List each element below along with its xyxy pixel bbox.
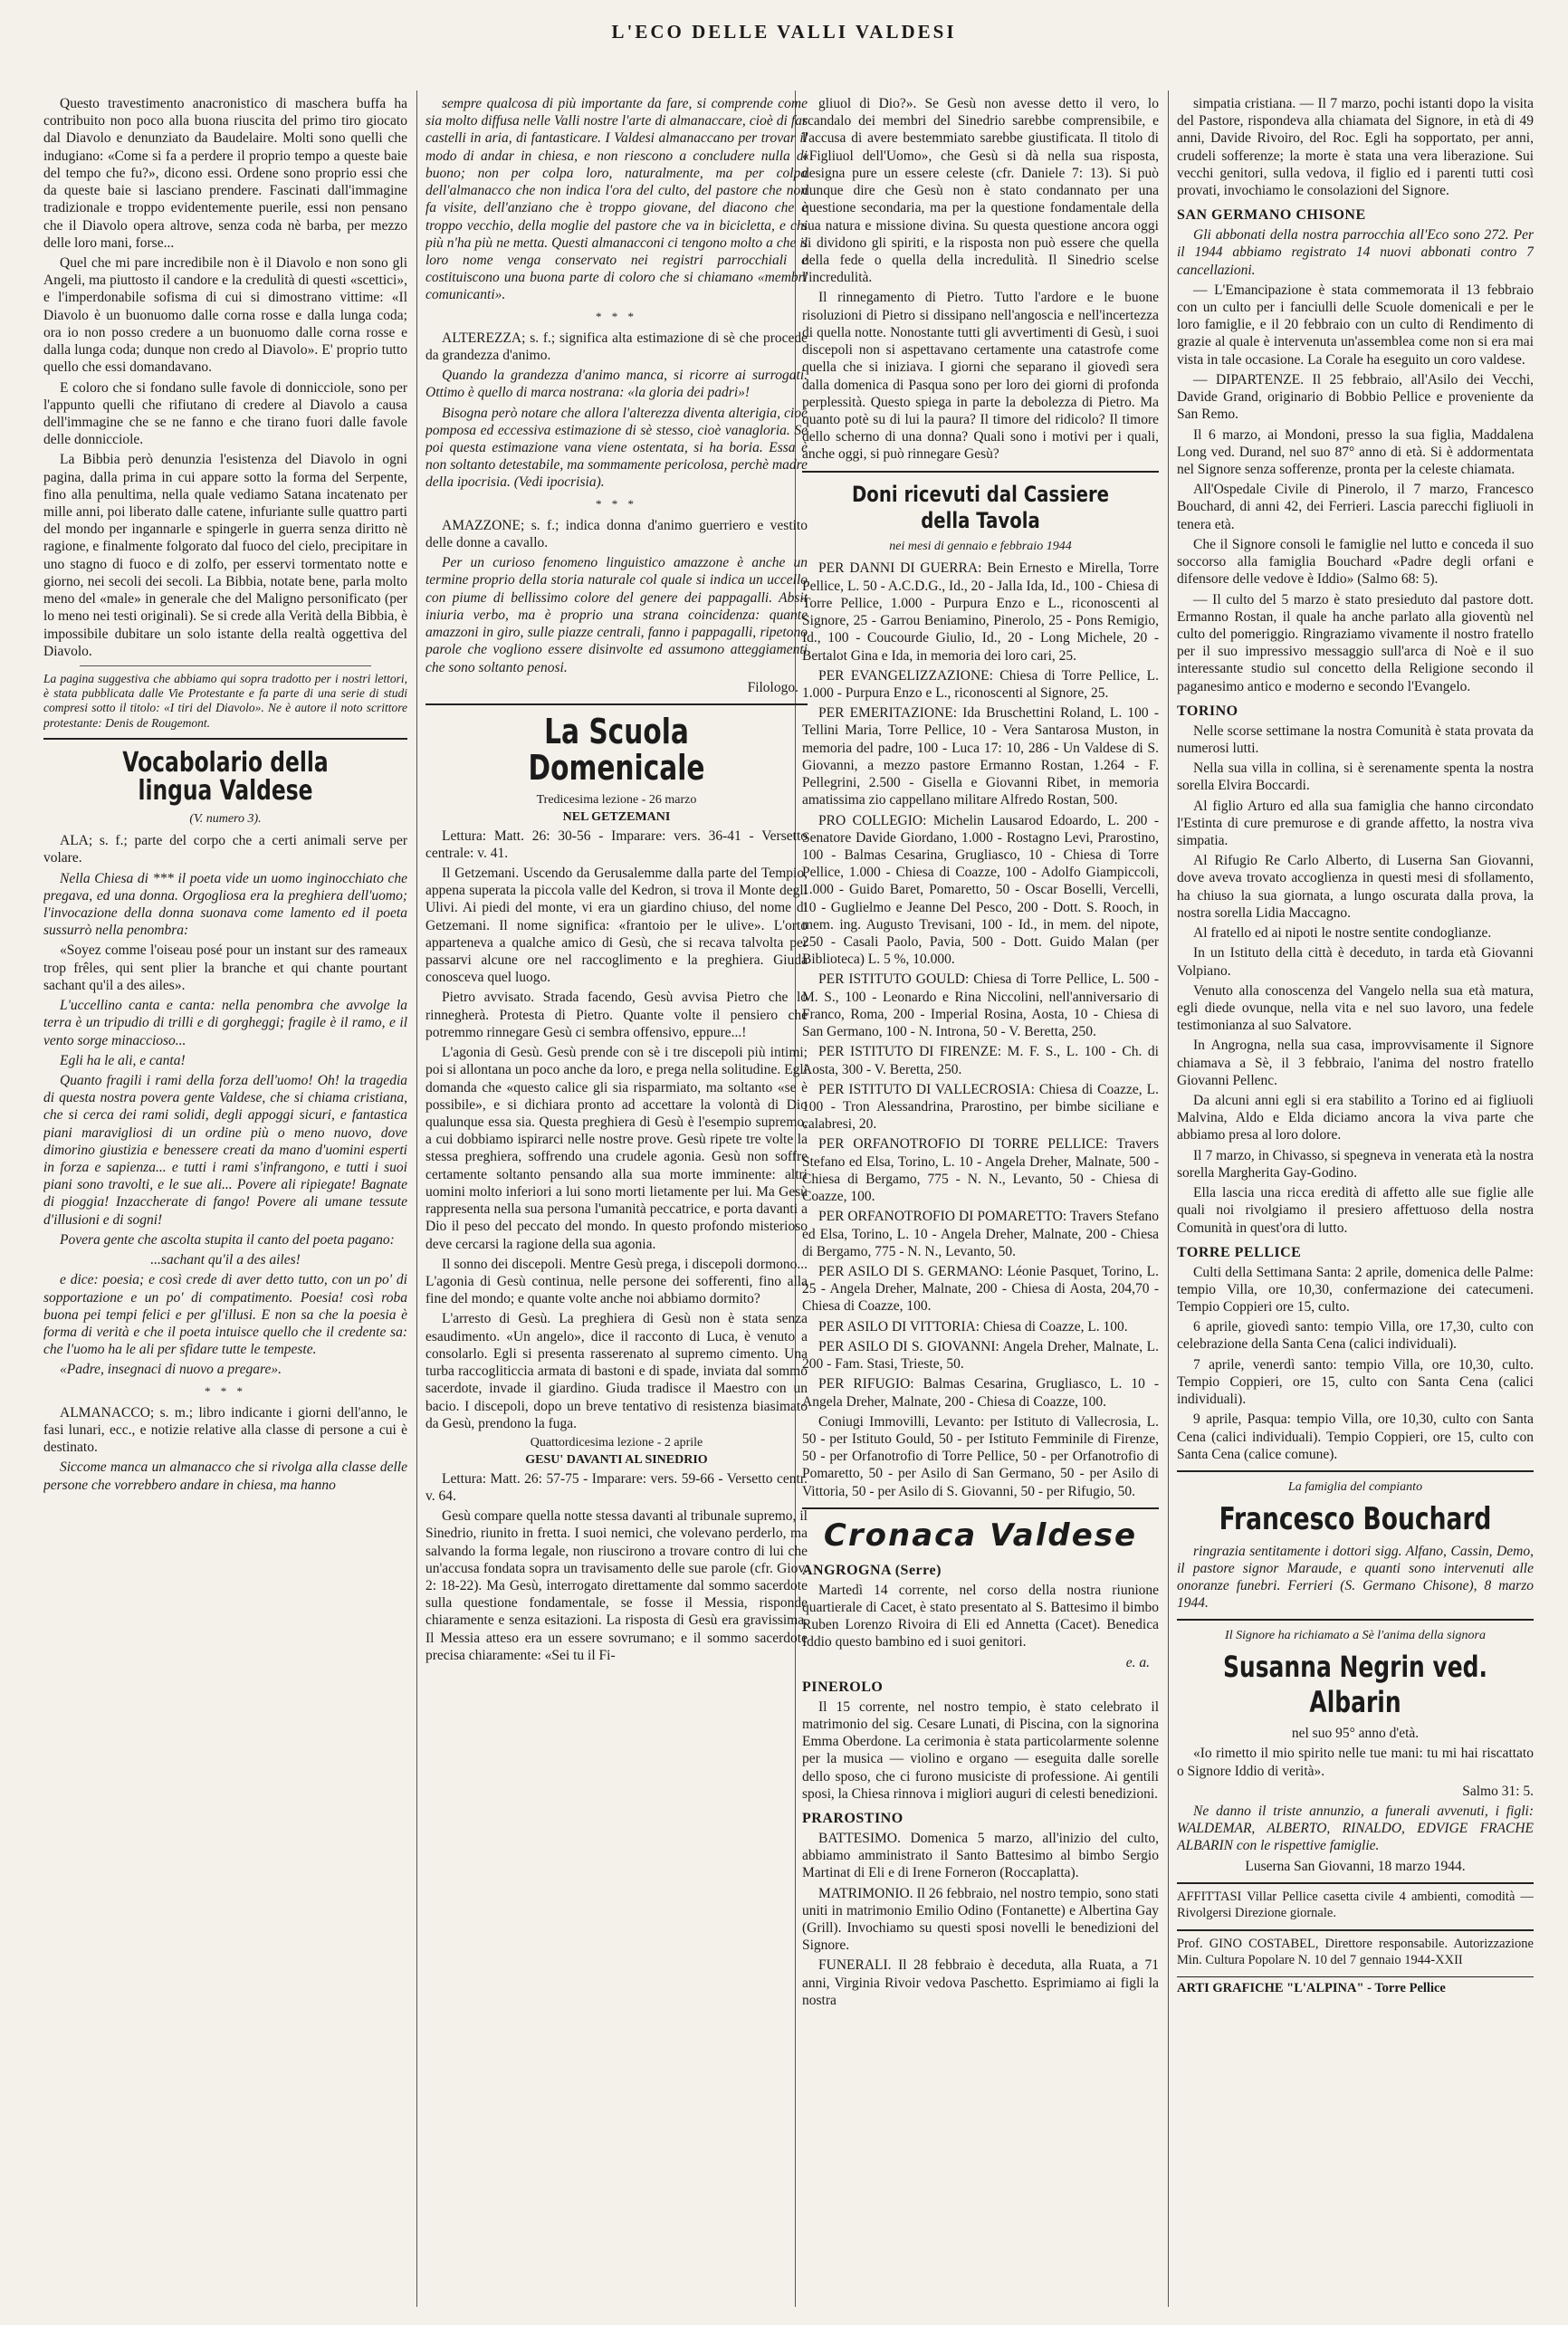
chronicle-paragraph: Al figlio Arturo ed alla sua famiglia che hanno circondato l'Estinta di cure premurose e di grande affetto, la nostra viva simpatia. (1177, 798, 1534, 848)
printer-credit: ARTI GRAFICHE "L'ALPINA" - Torre Pellice (1177, 1976, 1534, 1997)
quotation: «Soyez comme l'oiseau posé pour un instant sur des rameaux trop frêles, qui sent plier la branche et qui chante pourtant sachant qu'il a des ailes». (43, 942, 407, 993)
section-heading: ANGROGNA (Serre) (802, 1562, 942, 1578)
section-heading: TORRE PELLICE (1177, 1244, 1302, 1260)
chronicle-paragraph: — Il culto del 5 marzo è stato presieduto dal pastore dott. Ermanno Rostan, il quale ha anche parlato alla gioventù nel culto del pomeriggio. Ringraziamo vivamente il nostro fratello per il suo impressivo messaggio sull'arca di Noè e il suo interessante studio sul concetto della Religione secondo il paganesimo antico e moderno e secondo l'Evangelo. (1177, 591, 1534, 694)
divider (1177, 1470, 1534, 1472)
vocab-paragraph: Povera gente che ascolta stupita il canto del poeta pagano: (60, 1231, 395, 1248)
chronicle-paragraph: Al Rifugio Re Carlo Alberto, di Luserna San Giovanni, dove aveva trovato accoglienza in questi mesi di sfollamento, ha chiuso la sua giornata, a lungo oscurata dalla prova, la nostra sorella Lidia Maccagno. (1177, 853, 1534, 921)
chronicle-paragraph: Venuto alla conoscenza del Vangelo nella sua età matura, egli diede ovunque, nella vita e nel suo lavoro, una fedele testimonianza al suo Salvatore. (1177, 982, 1534, 1034)
vocab-paragraph: sempre qualcosa di più importante da fare, si comprende come sia molto diffusa nelle Valli nostre l'arte di almanaccare, cioè di far castelli in aria, di fantasticare. I Valdesi almanaccano per trovar il modo di andar in chiesa, e non riescono a concludere nulla di buono; non per colpa loro, naturalmente, ma per colpa dell'almanacco che non indica l'ora del culto, del pastore che non fa visite, dell'anziano che è troppo giovane, del diacono che è troppo vecchio, della moglie del pastore che va in bicicletta, e chi più n'ha più ne metta. Questi almanacconi ci tengono molto a che il loro nome venga conservato nei registri parrocchiali e costituiscono una buona parte di coloro che si chiamano «membri comunicanti». (425, 96, 808, 303)
donations-heading: Doni ricevuti dal Cassiere della Tavola (851, 481, 1110, 534)
column-4 (1177, 95, 1534, 2307)
chronicle-paragraph: Il 15 corrente, nel nostro tempio, è stato celebrato il matrimonio del sig. Cesare Lunati, di Piscina, con la signorina Emma Oberdone. La cerimonia è stata particolarmente solenne per la musica — violino e organo — eseguita dalle sorelle dello sposo, che ci furono musiciste di professione. Ai gentili sposi, la Chiesa rinnova i migliori auguri di celesti benedizioni. (802, 1698, 1159, 1802)
classified-ad: AFFITTASI Villar Pellice casetta civile 4 ambienti, comodità — Rivolgersi Direzione giornale. (1177, 1882, 1534, 1922)
vocab-paragraph: Egli ha le ali, e canta! (60, 1052, 186, 1068)
chronicle-paragraph: FUNERALI. Il 28 febbraio è deceduta, alla Ruata, a 71 anni, Virginia Rivoir vedova Paschetto. Esprimiamo ai figli la nostra (802, 1957, 1159, 2008)
donation-paragraph: PER ORFANOTROFIO DI POMARETTO: Travers Stefano ed Elsa, Torino, L. 10 - Angela Dreher, Malnate, 200 - Chiesa di Bergamo, 775 - N. N., Levanto, 50. (802, 1209, 1159, 1259)
lesson-reference: Lettura: Matt. 26: 30-56 - Imparare: vers. 36-41 - Versetto centrale: v. 41. (425, 828, 808, 861)
divider (80, 665, 371, 666)
article-paragraph: Questo travestimento anacronistico di maschera buffa ha contribuito non poco alla buona riuscita del primo tiro giocato dal Diavolo e denunziato da Baudelaire. Molti sono quelli che indugiano: «Come si fa a perdere il proprio tempo a queste baie del tempo che fu?», dicono essi. Ordene sono proprio essi che da queste baie si lasciano prendere. Fascinati dall'immagine tradizionale e troppo evidentemente puerile, essi non pensano che il Diavolo opera altrove, senza coda nè barba, per mezzo delle loro mani, forse... (43, 96, 407, 251)
section-heading: PINEROLO (802, 1679, 884, 1695)
chronicle-paragraph: 7 aprile, venerdì santo: tempio Villa, ore 10,30, culto. Tempio Coppieri, ore 15, culto con Santa Cena (calici individuali). (1177, 1356, 1534, 1408)
vocab-entry: AMAZZONE; s. f.; indica donna d'animo guerriero e vestito delle donne a cavallo. (425, 517, 808, 551)
lesson-reference: Lettura: Matt. 26: 57-75 - Imparare: vers. 59-66 - Versetto centr. v. 64. (425, 1470, 808, 1504)
donation-paragraph: PER ISTITUTO DI FIRENZE: M. F. S., L. 100 - Ch. di Aosta, 300 - V. Beretta, 250. (802, 1044, 1159, 1077)
chronicle-paragraph: Nella sua villa in collina, si è serenamente spenta la nostra sorella Elvira Boccardi. (1177, 761, 1534, 794)
chronicle-paragraph: — DIPARTENZE. Il 25 febbraio, all'Asilo dei Vecchi, Davide Grand, originario di Bobbio Pellice e proveniente da San Remo. (1177, 371, 1534, 423)
column-rule (1168, 91, 1169, 2307)
column-1 (43, 95, 407, 2307)
vocab-entry: ALTEREZZA; s. f.; significa alta estimazione di sè che procede da grandezza d'animo. (425, 330, 808, 363)
chronicle-paragraph: MATRIMONIO. Il 26 febbraio, nel nostro tempio, sono stati uniti in matrimonio Emilio Odino (Fontanette) e Albertina Gay (Grill). Invochiamo su questi sposi novelli le benedizioni del Signore. (802, 1885, 1159, 1954)
donation-paragraph: PER ASILO DI S. GERMANO: Léonie Pasquet, Torino, L. 25 - Angela Dreher, Malnate, 200 - Chiesa di Aosta, 204,70 - Chiesa di Coazze, 100. (802, 1263, 1159, 1315)
donation-paragraph: PER EVANGELIZZAZIONE: Chiesa di Torre Pellice, L. 1.000 - Purpura Enzo e L., riconoscenti al Signore, 25. (802, 667, 1159, 701)
vocabulary-subheading: (V. numero 3). (189, 811, 262, 826)
chronicle-paragraph: 6 aprile, giovedì santo: tempio Villa, ore 17,30, culto con celebrazione della Santa Cena (calici individuali). (1177, 1319, 1534, 1353)
lesson-paragraph: Il rinnegamento di Pietro. Tutto l'ardore e le buone risoluzioni di Pietro si dissipano nell'angoscia e nell'incertezza di quella notte. Nonostante tutti gli avvertimenti di Gesù, i suoi discepoli non si aspettavano certamente una catastrofe come quella che si iniziava. I giorni che separano il giovedì sera dalla domenica di Pasqua sono per loro dei giorni di profonda perplessità. Questo spiega in parte la debolezza di Pietro. Ma quanto potè su di lui la paura? Il timore del ridicolo? Il timore dello scherno di una donna? Quali sono i motivi per i quali, anche oggi, si può rinnegare Gesù? (802, 290, 1159, 463)
separator-stars: * * * (205, 1383, 246, 1398)
lesson-paragraph: gliuol di Dio?». Se Gesù non avesse detto il vero, lo scandalo dei membri del Sinedrio sarebbe comprensibile, e l'accusa di avere bestemmiato sarebbe giustificata. Il titolo di «Figliuol dell'Uomo», che Gesù si dà nella sua risposta, designa pure un essere celeste (cfr. Daniele 7: 13). Si può dunque dire che Gesù non è stato condannato per una questione secondaria, ma per la questione fondamentale della sua natura e missione divina. Su questa questione ancora oggi si dividono gli spiriti, e la risposta non può essere che quella della fede o quella della incredulità. Il Sinedrio scelse l'incredulità. (802, 96, 1159, 286)
divider (802, 471, 1159, 473)
lesson-paragraph: Il sonno dei discepoli. Mentre Gesù prega, i discepoli dormono... L'agonia di Gesù continua, nelle persone dei sofferenti, fino alla fine del mondo; e quante volte anche noi abbiamo dormito? (425, 1256, 808, 1307)
obituary-quote: «Io rimetto il mio spirito nelle tue mani: tu mi hai riscattato o Signore Iddio di verità». (1177, 1746, 1534, 1779)
donation-paragraph: Coniugi Immovilli, Levanto: per Istituto di Vallecrosia, L. 50 - per Istituto Gould, 50 - per Istituto Femminile di Firenze, 50 - per Orfanotrofio di Torre Pellice, 50 - per Orfanotrofio di Pomaretto, 50 - per Asilo di San Germano, 50 - per Asilo di Vittoria, 50 - per Asilo di S. Giovanni, 50 - per Rifugio, 50. (802, 1413, 1159, 1499)
article-paragraph: E coloro che si fondano sulle favole di donnicciole, sono per l'appunto quelli che rifiutano di credere al Diavolo a causa dell'immagine che se ne fanno e che tirano fuori dalle favole delle donnicciole. (43, 379, 407, 448)
vocab-paragraph: «Padre, insegnaci di nuovo a pregare». (60, 1362, 282, 1378)
obituary-name: Francesco Bouchard (1219, 1501, 1492, 1538)
divider (43, 738, 407, 740)
chronicle-paragraph: — L'Emancipazione è stata commemorata il 13 febbraio con un culto per i fanciulli delle Scuole domenicali e per le loro famiglie, e il 20 febbraio con un culto di Rendimento di grazie al quale è intervenuta un'assemblea come non si era mai vista in tale occasione. La Corale ha eseguito un coro valdese. (1177, 282, 1534, 368)
separator-stars: * * * (596, 309, 637, 323)
quotation: ...sachant qu'il a des ailes! (150, 1252, 301, 1268)
chronicle-paragraph: Il 7 marzo, in Chivasso, si spegneva in venerata età la nostra sorella Margherita Gay-Godino. (1177, 1147, 1534, 1181)
chronicle-paragraph: Al fratello ed ai nipoti le nostre sentite condoglianze. (1193, 925, 1492, 942)
vocab-paragraph: Quanto fragili i rami della forza dell'uomo! Oh! la tragedia di questa nostra povera gente Valdese, che si chiama cristiana, che si cerca dei rami solidi, degli appoggi sicuri, e fantastica piani maravigliosi di un ordine più o meno nuovo, dove dimorino giustizia e benessere creati da mano d'uomini esperti in forza e sapienza... e tutti i rami s'infrangono, e tutti i suoi piani sono travolti, e le sue ali... Povere ali ripiegate! Bagnate di pioggia! Inzaccherate di fango! Povere ali umane tessute d'illusioni e di sogni! (43, 1072, 407, 1228)
signature: e. a. (1125, 1654, 1150, 1670)
lesson-paragraph: Pietro avvisato. Strada facendo, Gesù avvisa Pietro che lo rinnegherà. Protesta di Pietro. Quante volte il pensiero che potremmo rinnegare Gesù ci sembra offensivo, eppure...! (425, 990, 808, 1040)
section-heading: SAN GERMANO CHISONE (1177, 207, 1366, 224)
donation-paragraph: PER ASILO DI VITTORIA: Chiesa di Coazze, L. 100. (818, 1318, 1128, 1335)
vocab-paragraph: L'uccellino canta e canta: nella penombra che avvolge la terra è un tripudio di trilli e di gorgheggi; fragile è il ramo, e il vento sorge minaccioso... (43, 998, 407, 1048)
lesson-paragraph: L'agonia di Gesù. Gesù prende con sè i tre discepoli più intimi; poi si allontana un poco anche da loro, e prega nella solitudine. Egli domanda che «questo calice gli sia risparmiato, ma soltanto «se è possibile», e si dichiara pronto ad accettare la volontà di Dio qualunque essa sia. Questa preghiera di Gesù è l'esempio supremo, a cui dobbiamo ispirarci nelle nostre prove. Gesù ripete tre volte la stessa preghiera, soffrendo una crudele agonia. Gesù non soffre certamente soltanto pensando alla sua morte imminente: altri uomini molto inferiori a lui sono morti lietamente per lui. Ma Gesù rappresenta nella sua persona l'umanità peccatrice, e porta davanti a Dio il peso del peccato del mondo. In questo profondo misterioso deve cercarsi la ragione della sua agonia. (425, 1045, 808, 1252)
chronicle-paragraph: Martedì 14 corrente, nel corso della nostra riunione quartierale di Cacet, è stato presentato al S. Battesimo il bimbo Ruben Lorenzo Rivoira di Eli ed Annetta (Cacet). Benedica Iddio questo bambino ed i suoi genitori. (802, 1582, 1159, 1650)
divider (425, 703, 808, 705)
obituary-text: ringrazia sentitamente i dottori sigg. Alfano, Cassin, Demo, il pastore signor Maraude, e quanti sono intervenuti alle onoranze funebri. Ferrieri (S. Germano Chisone), 8 marzo 1944. (1177, 1543, 1534, 1612)
donation-paragraph: PER ASILO DI S. GIOVANNI: Angela Dreher, Malnate, L. 200 - Fam. Stasi, Trieste, 50. (802, 1338, 1159, 1373)
lesson-paragraph: L'arresto di Gesù. La preghiera di Gesù non è stata senza esaudimento. «Un angelo», dice il racconto di Luca, è venuto a consolarlo. Egli si presenta rasserenato al supremo cimento. Una turba raccogliticcia armata di bastoni e di spade, inviata dal sommo sacerdote, invade il giardino. Giuda tradisce il Maestro con un bacio. I discepoli, dopo un breve tentativo di resistenza biasimato da Gesù, prendono la fuga. (425, 1311, 808, 1431)
chronicle-heading: Cronaca Valdese (823, 1517, 1138, 1554)
donation-paragraph: PER ISTITUTO DI VALLECROSIA: Chiesa di Coazze, L. 100 - Tron Alessandrina, Prarostino, per bimbe siciliane e calabresi, 20. (802, 1081, 1159, 1133)
chronicle-paragraph: In Angrogna, nella sua casa, improvvisamente il Signore chiamava a Sè, il 3 febbraio, l'anima del nostro fratello Giovanni Pellenc. (1177, 1038, 1534, 1088)
obituary-verse: Salmo 31: 5. (1462, 1783, 1534, 1799)
donation-paragraph: PER EMERITAZIONE: Ida Bruschettini Roland, L. 100 - Tellini Maria, Torre Pellice, 10 - Vera Santarosa Muston, in memoria del padre, 100 - Luca 17: 10, 286 - Un Valdese di S. Giovanni, a mezzo pastore Ermanno Rostan, 1.264 - F. Pellegrini, 2.500 - Gisella e Giovanni Ribet, in memoria amatissima zio cappellano militare Alfredo Rostan, 500. (802, 705, 1159, 808)
donation-paragraph: PER DANNI DI GUERRA: Bein Ernesto e Mirella, Torre Pellice, L. 50 - A.C.D.G., Id., 20 - Jalla Ida, Id., 100 - Chiesa di Torre Pellice, 1.000 - Purpura Enzo e L., riconoscenti al Signore, 25 - Garrou Beniamino, Pinerolo, 25 - Pons Remigio, Id., 100 - Coucourde Giulio, Id., 20 - Long Michele, 20 - Bertalot Gina e Ida, in memoria dei loro cari, 25. (802, 560, 1159, 664)
article-paragraph: La Bibbia però denunzia l'esistenza del Diavolo in ogni pagina, dalla prima in cui appare sotto la forma del Serpente, fino alla penultima, nella quale vediamo Satana incatenato per mille anni, poi liberato dalle catene, infuriante sulle quattro parti del mondo per ingannarle e spingerle in guerra senza diritto nè ragione, e finalmente folgorato dal fuoco del cielo, precipitare in uno stagno di fuoco e di zolfo, per esservi tormentato notte e giorno, nei secoli dei secoli. La Bibbia, notate bene, parla molto meno del «male» in generale che del Maligno personificato (per lo meno nei testi originali). Se si crede alla Verità della Bibbia, è impossibile dubitare un solo istante della realtà oggettiva del Diavolo. (43, 452, 407, 659)
obituary-name: Susanna Negrin ved. Albarin (1222, 1649, 1488, 1720)
obituary-intro: La famiglia del compianto (1287, 1480, 1423, 1495)
publisher-info: Prof. GINO COSTABEL, Direttore responsabile. Autorizzazione Min. Cultura Popolare N. 10 del 7 gennaio 1944-XXII (1177, 1929, 1534, 1969)
vocab-entry: ALA; s. f.; parte del corpo che a certi animali serve per volare. (43, 833, 407, 866)
chronicle-paragraph: Da alcuni anni egli si era stabilito a Torino ed ai figliuoli Malvina, Aldo e Elda diciamo ancora la viva parte che abbiamo presa al loro dolore. (1177, 1093, 1534, 1143)
article-paragraph: Quel che mi pare incredibile non è il Diavolo e non sono gli Angeli, ma piuttosto il candore e la credulità di questi «scettici», e l'imperdonabile sofisma di cui si dimostrano vittime: «Il Diavolo è un buonuomo dalle corna rosse e dalla lunga coda; ora io non posso credere a un buonuomo dalle corna rosse e dalla lunga coda; dunque non credo al Diavolo». E' proprio tutto quello che essi domandavano. (43, 254, 407, 376)
divider (802, 1507, 1159, 1509)
obituary-text: Ne danno il triste annunzio, a funerali avvenuti, i figli: WALDEMAR, ALBERTO, RINALDO, EDVIGE FRACHE ALBARIN con le rispettive famiglie. (1177, 1803, 1534, 1854)
vocab-paragraph: Quando la grandezza d'animo manca, si ricorre ai surrogati. Ottimo è quello di marca nostrana: «la gloria dei padri»! (425, 368, 808, 401)
chronicle-paragraph: Il 6 marzo, ai Mondoni, presso la sua figlia, Maddalena Long ved. Durand, nel suo 87° anno di età. Si è addormentata nel Signore senza sofferenze, pronta per la celeste chiamata. (1177, 426, 1534, 477)
lesson-date: Tredicesima lezione - 26 marzo (536, 792, 697, 807)
column-2 (425, 95, 808, 2307)
signature: Filologo. (747, 679, 798, 695)
obituary-intro: Il Signore ha richiamato a Sè l'anima della signora (1225, 1629, 1486, 1643)
chronicle-paragraph: All'Ospedale Civile di Pinerolo, il 7 marzo, Francesco Bouchard, di anni 42, dei Ferrieri. Lascia parecchi figliuoli in tenera età. (1177, 482, 1534, 532)
vocab-paragraph: Siccome manca un almanacco che si rivolga alla classe delle persone che vorrebbero andare in chiesa, ma hanno (43, 1459, 407, 1493)
separator-stars: * * * (596, 496, 637, 511)
obituary-text: nel suo 95° anno d'età. (1291, 1726, 1420, 1742)
donations-subheading: nei mesi di gennaio e febbraio 1944 (889, 540, 1072, 554)
lesson-paragraph: Gesù compare quella notte stessa davanti al tribunale supremo, il Sinedrio, riunito in fretta. I suoi nemici, che volevano perderlo, ma salvando la forma legale, non riuscirono a trovare contro di lui che un'accusa fondata sopra un travisamento delle sue parole (cfr. Giov. 2: 18-22). Ma Gesù, interrogato direttamente dal sommo sacerdote sulla questione fondamentale, se fosse il Messia, risponde chiaramente e senza esitazioni. La risposta di Gesù era gravissima. Il Messia atteso era un essere sovrumano; e il sommo sacerdote precisa chiaramente: «Sei tu il Fi- (425, 1508, 808, 1663)
lesson-title: NEL GETZEMANI (562, 810, 671, 825)
chronicle-paragraph: Che il Signore consoli le famiglie nel lutto e conceda il suo soccorso alla famiglia Bouchard «Padre degli orfani e difensore delle vedove è Iddio» (Salmo 68: 5). (1177, 536, 1534, 588)
sunday-school-heading: La Scuola Domenicale (528, 712, 705, 788)
masthead: L'ECO DELLE VALLI VALDESI (611, 21, 957, 43)
chronicle-paragraph: Ella lascia una ricca eredità di affetto alle sue figlie alle quali noi rivolgiamo il presiero affettuoso della nostra Comunità in quest'ora di lutto. (1177, 1185, 1534, 1236)
section-heading: TORINO (1177, 703, 1238, 719)
lesson-paragraph: Il Getzemani. Uscendo da Gerusalemme dalla parte del Tempio, appena superata la piccola valle del Kedron, si trova il Monte degli Ulivi. Ai piedi del monte, vi era un giardino chiuso, del nome di Getzemani. Il nome significa: «frantoio per le ulive». L'orto apparteneva a qualche amico di Gesù, che si recava talvolta per passarvi alcune ore nel raccoglimento e la preghiera. Giuda conosceva quel luogo. (425, 865, 808, 986)
vocab-entry: ALMANACCO; s. m.; libro indicante i giorni dell'anno, le fasi lunari, ecc., e notizie relative alla classe di persone a cui è destinato. (43, 1404, 407, 1456)
column-3 (802, 95, 1159, 2307)
donation-paragraph: PER ISTITUTO GOULD: Chiesa di Torre Pellice, L. 500 - M. S., 100 - Leonardo e Rina Niccolini, nell'anniversario di Franco, Roma, 200 - Imperial Rosina, Aosta, 10 - Chiesa di San Germano, 100 - N. Introna, 50 - V. Beretta, 250. (802, 971, 1159, 1040)
obituary-place-date: Luserna San Giovanni, 18 marzo 1944. (1245, 1858, 1466, 1874)
editor-note: La pagina suggestiva che abbiamo qui sopra tradotto per i nostri lettori, è stata pubblicata dalle Vie Protestante e fa parte di una serie di studi compresi sotto il titolo: «I tiri del Diavolo». Ne è autore il noto scrittore protestante: Denis de Rougemont. (43, 672, 407, 730)
chronicle-paragraph: BATTESIMO. Domenica 5 marzo, all'inizio del culto, abbiamo amministrato il Santo Battesimo al bimbo Sergio Martinat di Eli e di Irene Forneron (Roccaplatta). (802, 1830, 1159, 1881)
chronicle-paragraph: Gli abbonati della nostra parrocchia all'Eco sono 272. Per il 1944 abbiamo registrato 14 nuovi abbonati contro 7 cancellazioni. (1177, 227, 1534, 278)
chronicle-paragraph: 9 aprile, Pasqua: tempio Villa, ore 10,30, culto con Santa Cena (calici individuali). Tempio Coppieri, ore 15, culto con Santa Cena (calice comune). (1177, 1411, 1534, 1462)
vocab-paragraph: Bisogna però notare che allora l'alterezza diventa alterigia, cioè pomposa ed eccessiva estimazione di sè stesso, cioè vanagloria. Se poi questa estimazione vana viene ostentata, si ha boria. Essa è non soltanto detestabile, ma sommamente pericolosa, perchè madre della ipocrisia. (Vedi ipocrisia). (425, 405, 808, 491)
divider (1177, 1619, 1534, 1621)
section-heading: PRAROSTINO (802, 1811, 904, 1827)
vocab-paragraph: e dice: poesia; e così crede di aver detto tutto, con un po' di sopportazione e un po' di compatimento. Poesia! così roba buona pei tempi felici e per gl'illusi. E non sa che la poesia è forma di verità e che il poeta intuisce quello che il credente sa: che l'uomo ha le ali per sfidare tutte le tempeste. (43, 1272, 407, 1358)
donation-paragraph: PER ORFANOTROFIO DI TORRE PELLICE: Travers Stefano ed Elsa, Torino, L. 10 - Angela Dreher, Malnate, 500 - Chiesa di Bergamo, 775 - N. N., Levanto, 50 - Chiesa di Coazze, 100. (802, 1136, 1159, 1205)
chronicle-paragraph: simpatia cristiana. — Il 7 marzo, pochi istanti dopo la visita del Pastore, rispondeva alla chiamata del Signore, in età di 49 anni, Davide Rivoiro, del Roc. Egli ha sopportato, per anni, crudeli sofferenze; la morte è stata una vera liberazione. Sui vecchi genitori, sulla vedova, il figlio ed i parenti tutti così provati, invochiamo le consolazioni del Signore. (1177, 96, 1534, 199)
donation-paragraph: PRO COLLEGIO: Michelin Lausarod Edoardo, L. 200 - Senatore Davide Giordano, 1.000 - Rostagno Levi, Prarostino, 100 - Balmas Cesarina, Grugliasco, 10 - Chiesa di Torre Pellice, 1.000 - Chiesa di Coazze, 100 - Adolfo Giampiccoli, 1.000 - Guido Baret, Pomaretto, 50 - Oscar Boselli, Vercelli, 10 - Guglielmo e Jeanne Del Pesco, 200 - Dott. S. Rooch, in mem. ing. Augusto Trevisani, 100 - Id., in mem. del nipote, 250 - Casali Paolo, Pavia, 500 - Dott. Guido Malan (per Biblioteca) L. 5 %, 10.000. (802, 812, 1159, 968)
chronicle-paragraph: Nelle scorse settimane la nostra Comunità è stata provata da numerosi lutti. (1177, 722, 1534, 756)
chronicle-paragraph: Culti della Settimana Santa: 2 aprile, domenica delle Palme: tempio Villa, ore 10,30, confermazione dei catecumeni. Tempio Coppieri ore 15, culto. (1177, 1264, 1534, 1316)
vocab-paragraph: Nella Chiesa di *** il poeta vide un uomo inginocchiato che pregava, ed una donna. Orgogliosa era la preghiera dell'uomo; l'invocazione della donna suonava come lamento ed il poeta sussurrò nella penombra: (43, 870, 407, 939)
lesson-title: GESU' DAVANTI AL SINEDRIO (525, 1453, 708, 1468)
vocabulary-heading: Vocabolario della lingua Valdese (122, 746, 329, 808)
chronicle-paragraph: In un Istituto della città è deceduto, in tarda età Giovanni Volpiano. (1177, 945, 1534, 979)
donation-paragraph: PER RIFUGIO: Balmas Cesarina, Grugliasco, L. 10 - Angela Dreher, Malnate, 200 - Chiesa di Coazze, 100. (802, 1376, 1159, 1410)
vocab-paragraph: Per un curioso fenomeno linguistico amazzone è anche un termine proprio della storia naturale col quale si indica un uccello con piume di bellissimo colore del genere dei pappagalli. Absit iniuria verbo, ma è proprio una strana coincidenza: quante amazzoni in giro, sulle piazze centrali, fanno i pappagalli, ripetono parole che vogliono essere disinvolte ed assumono atteggiamenti che sono soltanto penosi. (425, 555, 808, 675)
column-rule (416, 91, 417, 2307)
lesson-date: Quattordicesima lezione - 2 aprile (530, 1435, 703, 1450)
